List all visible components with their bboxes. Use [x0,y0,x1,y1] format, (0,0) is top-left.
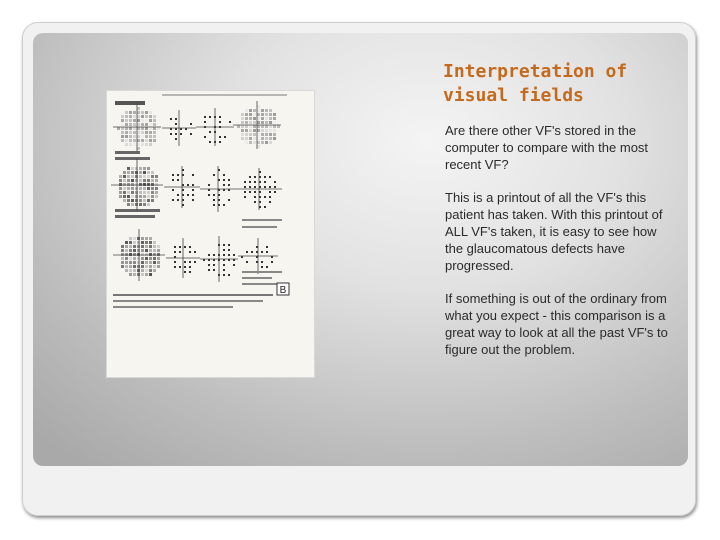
slide-body [445,122,675,374]
slide-title: Interpretation of visual fields [443,61,628,106]
numeric-grid [164,166,200,208]
figure-label: B [279,285,287,296]
numeric-grid [196,108,234,146]
visual-field-printout-image [107,91,314,377]
numeric-grid [200,166,236,212]
visual-field-plot [233,101,281,149]
numeric-grid [236,168,282,210]
visual-field-plot [113,229,165,281]
visual-field-plot [111,159,163,211]
numeric-grid [166,238,200,278]
paragraph-1: Are there other VF's stored in the computer to compare with the most recent VF? [445,123,649,172]
paragraph-2: This is a printout of all the VF's this patient has taken. With this printout of ALL VF's taken, it is easy to see how the glaucomatous defects have progressed. [445,190,663,273]
visual-field-plot [113,103,161,151]
numeric-grid [238,238,278,274]
numeric-grid [162,110,196,146]
numeric-grid [200,236,238,282]
printout-scan [107,91,314,377]
paragraph-3: If something is out of the ordinary from what you expect - this comparison is a great way to look at all the past VF's to figure out the problem. [445,291,668,357]
